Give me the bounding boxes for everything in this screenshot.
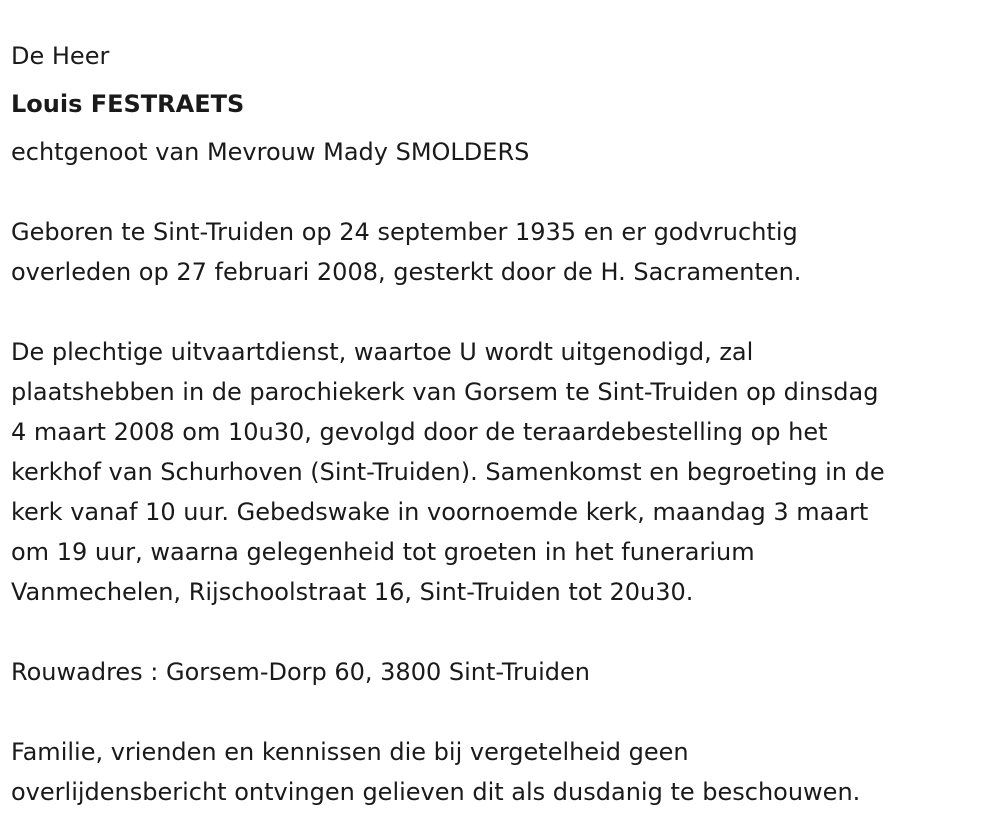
birth-death-paragraph [11, 212, 801, 292]
funeral-service-paragraph [11, 332, 885, 612]
paragraph-line: kerkhof van Schurhoven (Sint-Truiden). Samenkomst en begroeting in de [11, 458, 885, 486]
paragraph-line: overlijdensbericht ontvingen gelieven dit als dusdanig te beschouwen. [11, 778, 861, 806]
paragraph-line: om 19 uur, waarna gelegenheid tot groeten in het funerarium [11, 538, 755, 566]
mourning-address: Rouwadres : Gorsem-Dorp 60, 3800 Sint-Truiden [11, 658, 590, 686]
paragraph-line: plaatshebben in de parochiekerk van Gorsem te Sint-Truiden op dinsdag [11, 378, 879, 406]
mourning-address-paragraph [11, 652, 590, 692]
paragraph-line: overleden op 27 februari 2008, gesterkt door de H. Sacramenten. [11, 258, 802, 286]
paragraph-line: Familie, vrienden en kennissen die bij vergetelheid geen [11, 738, 689, 766]
paragraph-line: Vanmechelen, Rijschoolstraat 16, Sint-Truiden tot 20u30. [11, 578, 694, 606]
paragraph-line: De plechtige uitvaartdienst, waartoe U wordt uitgenodigd, zal [11, 338, 754, 366]
salutation: De Heer [11, 42, 110, 70]
paragraph-line: kerk vanaf 10 uur. Gebedswake in voornoemde kerk, maandag 3 maart [11, 498, 869, 526]
paragraph-line: 4 maart 2008 om 10u30, gevolgd door de teraardebestelling op het [11, 418, 828, 446]
family-note-paragraph [11, 732, 860, 812]
spouse-line: echtgenoot van Mevrouw Mady SMOLDERS [11, 138, 530, 166]
deceased-name: Louis FESTRAETS [11, 90, 245, 118]
paragraph-line: Geboren te Sint-Truiden op 24 september 1935 en er godvruchtig [11, 218, 798, 246]
